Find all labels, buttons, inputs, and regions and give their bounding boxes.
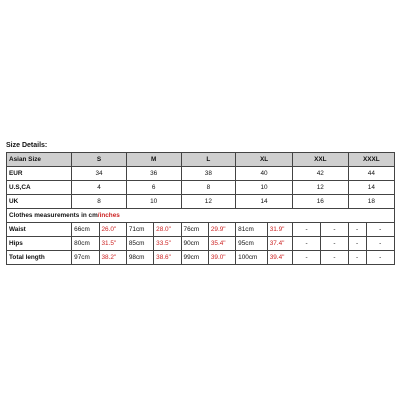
size-header-cell: M — [126, 153, 181, 167]
size-chart — [6, 140, 395, 265]
inch-value: 29.9" — [208, 223, 235, 237]
size-value: 6 — [126, 181, 181, 195]
row-label: Hips — [7, 237, 72, 251]
size-value: 18 — [348, 195, 394, 209]
measurements-title-prefix: Clothes measurements in cm — [9, 212, 98, 219]
inch-value: 38.6" — [154, 251, 181, 265]
size-value: 16 — [292, 195, 348, 209]
inch-value: 28.0" — [154, 223, 181, 237]
cm-value: 95cm — [236, 237, 268, 251]
size-value: 14 — [236, 195, 293, 209]
row-label: EUR — [7, 167, 72, 181]
inch-value: 31.5" — [99, 237, 126, 251]
inch-value: - — [366, 251, 395, 265]
cm-value: 66cm — [72, 223, 99, 237]
inch-value: - — [366, 237, 395, 251]
cm-value: - — [348, 237, 366, 251]
size-value: 8 — [72, 195, 127, 209]
table-row — [7, 195, 395, 209]
row-label: UK — [7, 195, 72, 209]
cm-value: 97cm — [72, 251, 99, 265]
size-value: 8 — [181, 181, 236, 195]
inch-value: 31.9" — [267, 223, 292, 237]
size-value: 10 — [126, 195, 181, 209]
row-label: U.S,CA — [7, 181, 72, 195]
cm-value: 76cm — [181, 223, 208, 237]
cm-value: 81cm — [236, 223, 268, 237]
size-header-cell: XXL — [292, 153, 348, 167]
cm-value: - — [348, 223, 366, 237]
size-header-cell: S — [72, 153, 127, 167]
table-row — [7, 181, 395, 195]
cm-value: 100cm — [236, 251, 268, 265]
cm-value: - — [348, 251, 366, 265]
table-row — [7, 223, 395, 237]
size-value: 42 — [292, 167, 348, 181]
size-value: 40 — [236, 167, 293, 181]
cm-value: - — [292, 237, 320, 251]
asian-size-label: Asian Size — [7, 153, 72, 167]
cm-value: - — [292, 251, 320, 265]
size-details-title: Size Details: — [6, 142, 48, 149]
measurements-title — [7, 209, 395, 223]
cm-value: 80cm — [72, 237, 99, 251]
size-header-cell: XL — [236, 153, 293, 167]
cm-value: 71cm — [126, 223, 153, 237]
cm-value: 90cm — [181, 237, 208, 251]
inch-value: 26.0" — [99, 223, 126, 237]
table-row — [7, 251, 395, 265]
size-value: 36 — [126, 167, 181, 181]
cm-value: 99cm — [181, 251, 208, 265]
inch-value: - — [321, 251, 348, 265]
size-header-cell: XXXL — [348, 153, 394, 167]
size-value: 34 — [72, 167, 127, 181]
inch-value: 37.4" — [267, 237, 292, 251]
size-table — [6, 152, 395, 265]
size-value: 38 — [181, 167, 236, 181]
size-value: 14 — [348, 181, 394, 195]
table-row — [7, 167, 395, 181]
inch-value: 39.4" — [267, 251, 292, 265]
measurements-title-row — [7, 209, 395, 223]
inch-value: 39.0" — [208, 251, 235, 265]
cm-value: 98cm — [126, 251, 153, 265]
size-value: 12 — [181, 195, 236, 209]
cm-value: - — [292, 223, 320, 237]
size-value: 4 — [72, 181, 127, 195]
inch-value: - — [321, 223, 348, 237]
measurements-title-unit: /inches — [97, 212, 120, 219]
cm-value: 85cm — [126, 237, 153, 251]
table-row — [7, 237, 395, 251]
size-header-cell: L — [181, 153, 236, 167]
inch-value: 35.4" — [208, 237, 235, 251]
row-label: Waist — [7, 223, 72, 237]
inch-value: 38.2" — [99, 251, 126, 265]
inch-value: - — [321, 237, 348, 251]
size-header-row — [7, 153, 395, 167]
inch-value: - — [366, 223, 395, 237]
size-value: 10 — [236, 181, 293, 195]
size-value: 44 — [348, 167, 394, 181]
inch-value: 33.5" — [154, 237, 181, 251]
row-label: Total length — [7, 251, 72, 265]
size-value: 12 — [292, 181, 348, 195]
